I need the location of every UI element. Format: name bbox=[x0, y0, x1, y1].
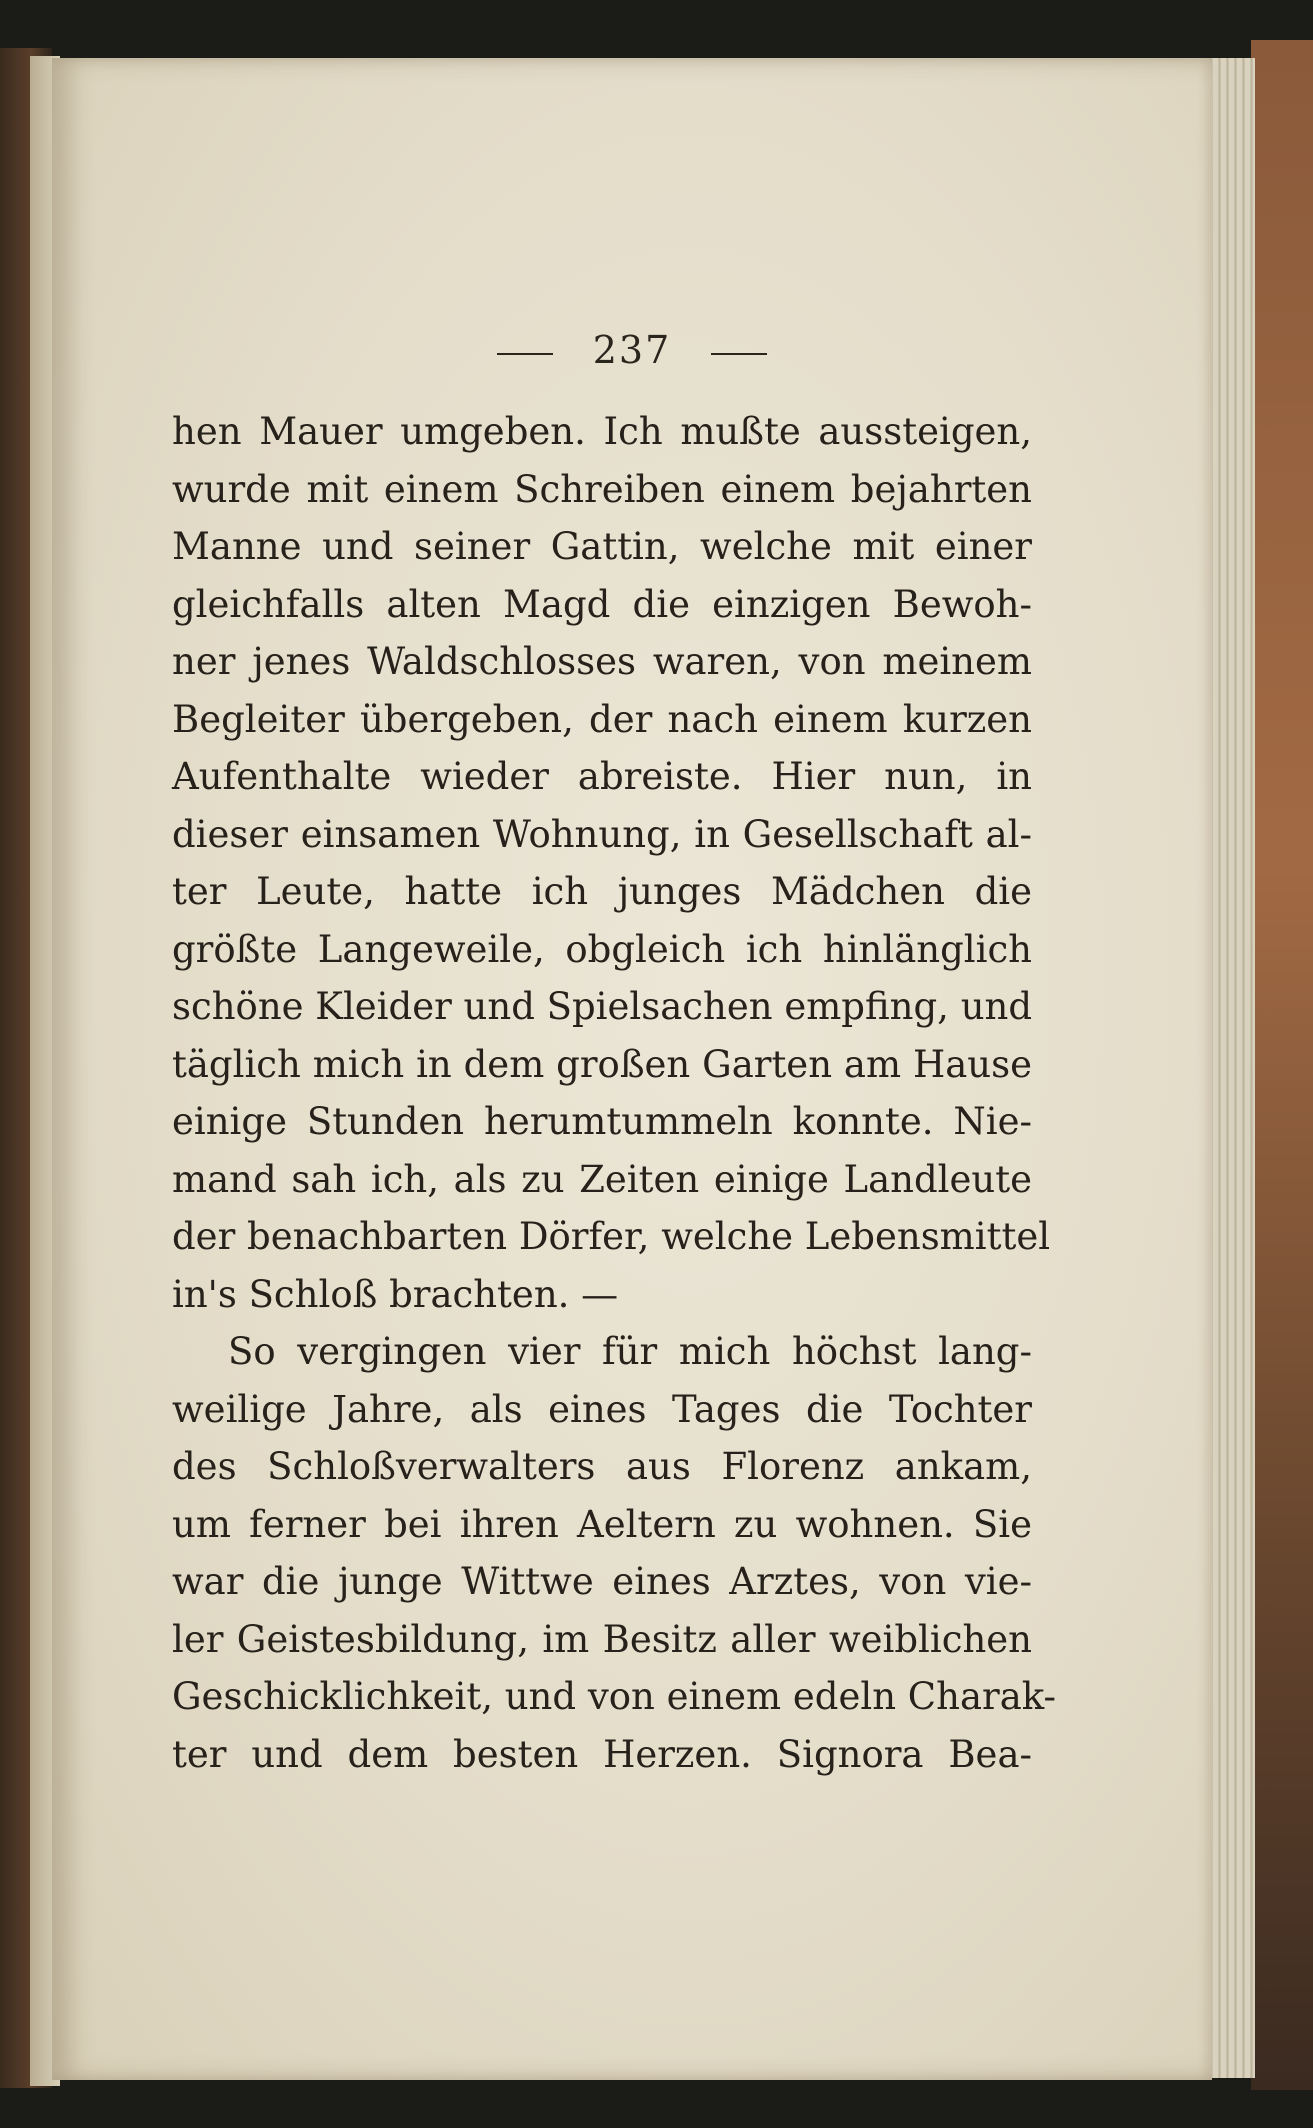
text-line: der benachbarten Dörfer, welche Lebensmittel bbox=[172, 1215, 1051, 1258]
text-line-paragraph-start: So vergingen vier für mich höchst lang- bbox=[228, 1330, 1032, 1373]
text-line-paragraph-end: in's Schloß brachten. — bbox=[172, 1272, 619, 1316]
text-line: hen Mauer umgeben. Ich mußte aussteigen, bbox=[172, 410, 1032, 453]
text-line: gleichfalls alten Magd die einzigen Bewoh- bbox=[172, 582, 1032, 626]
text-line: dieser einsamen Wohnung, in Gesellschaft al- bbox=[172, 812, 1032, 856]
text-line: einige Stunden herumtummeln konnte. Nie- bbox=[172, 1100, 1032, 1143]
text-line: ter und dem besten Herzen. Signora Bea- bbox=[172, 1732, 1032, 1776]
text-line: des Schloßverwalters aus Florenz ankam, bbox=[172, 1445, 1032, 1488]
page-header bbox=[52, 328, 1212, 372]
text-line: mand sah ich, als zu Zeiten einige Landleute bbox=[172, 1157, 1032, 1201]
text-line: weilige Jahre, als eines Tages die Tochter bbox=[172, 1387, 1032, 1431]
text-line: um ferner bei ihren Aeltern zu wohnen. Sie bbox=[172, 1502, 1032, 1546]
text-line: täglich mich in dem großen Garten am Hause bbox=[172, 1042, 1032, 1086]
text-line: ler Geistesbildung, im Besitz aller weiblichen bbox=[172, 1617, 1032, 1661]
text-line: war die junge Wittwe eines Arztes, von vie- bbox=[172, 1560, 1032, 1603]
right-cover-edge bbox=[1251, 40, 1313, 2090]
text-line: ner jenes Waldschlosses waren, von meinem bbox=[172, 640, 1032, 683]
page-body-text bbox=[172, 403, 1057, 1783]
page-stack-edge bbox=[1205, 58, 1255, 2078]
text-line: größte Langeweile, obgleich ich hinlänglich bbox=[172, 927, 1032, 971]
header-dash-left bbox=[497, 353, 553, 355]
text-line: Geschicklichkeit, und von einem edeln Charak- bbox=[172, 1675, 1057, 1718]
text-line: wurde mit einem Schreiben einem bejahrten bbox=[172, 467, 1032, 511]
text-line: ter Leute, hatte ich junges Mädchen die bbox=[172, 870, 1032, 913]
text-line: schöne Kleider und Spielsachen empfing, und bbox=[172, 985, 1033, 1028]
page-number: 237 bbox=[592, 328, 672, 372]
text-line: Begleiter übergeben, der nach einem kurzen bbox=[172, 697, 1032, 741]
header-dash-right bbox=[711, 353, 767, 355]
book-page bbox=[52, 58, 1212, 2080]
text-line: Manne und seiner Gattin, welche mit einer bbox=[172, 525, 1032, 568]
text-line: Aufenthalte wieder abreiste. Hier nun, in bbox=[172, 755, 1032, 798]
